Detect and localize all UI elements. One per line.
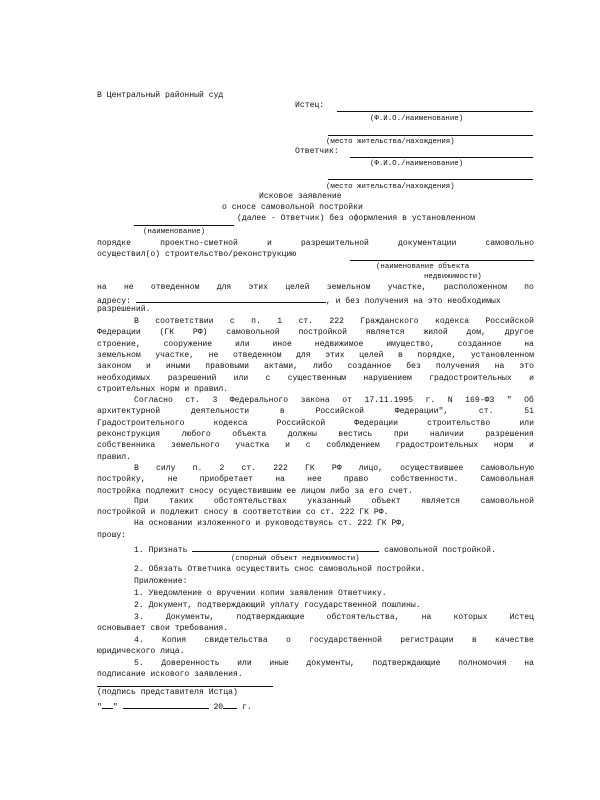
word: наличии (429, 430, 464, 439)
word: или (233, 374, 249, 383)
word: нарушением (363, 374, 412, 383)
word: и (529, 441, 534, 450)
word: собственности. (390, 475, 459, 484)
word: либо (313, 362, 333, 371)
word: Градостроительного (97, 419, 185, 428)
word: недвижимое (314, 340, 364, 349)
plaintiff-name-line (337, 111, 533, 112)
word: 2 (219, 464, 225, 473)
intro-line-2 (97, 239, 534, 250)
word: постройкой (298, 328, 348, 337)
word: на (524, 659, 534, 668)
word: объекта (232, 430, 267, 439)
object-caption-1: (наименование объекта (376, 263, 470, 271)
word: собственника (97, 441, 156, 450)
word: которых (453, 613, 488, 622)
court-name: В Центральный районный суд (97, 91, 224, 100)
attachment-2: 2. Документ, подтверждающий уплату государственной пошлины. (134, 601, 421, 610)
word: ГК (304, 464, 315, 473)
word: Федерального (229, 396, 289, 405)
word: не (167, 475, 178, 484)
attachment-5-line-1 (134, 659, 534, 670)
word: отведенном (232, 351, 282, 360)
word: Доверенность (161, 659, 220, 668)
word: созданное (347, 362, 392, 371)
word: свидетельства (204, 636, 268, 645)
word: самовольной (226, 328, 280, 337)
word: расположенном (443, 283, 507, 292)
word: самовольно (485, 239, 534, 248)
word: 17.11.1995 (364, 396, 414, 405)
word: с (305, 441, 311, 450)
para1-line-6 (97, 374, 534, 385)
word: вестись (338, 430, 373, 439)
word: обстоятельствах (213, 497, 287, 506)
word: ст. (241, 464, 257, 473)
word: архитектурной (97, 407, 161, 416)
word: необходимых (97, 374, 151, 383)
word: строительство (427, 419, 491, 428)
word: законом (97, 362, 131, 371)
word: Гражданского (360, 317, 419, 326)
word: является (421, 497, 461, 506)
word: соблюдением (326, 441, 380, 450)
word: Федерации", (394, 407, 449, 416)
word: разрешительной (300, 239, 369, 248)
para1-line-3 (97, 340, 534, 351)
para3-line-3: постройка подлежит сносу осуществившим ее лицом либо за его счет. (97, 487, 413, 496)
word: существенным (287, 374, 346, 383)
word: кодекса (435, 317, 470, 326)
word: не (208, 351, 219, 360)
para2-line-2 (97, 407, 534, 418)
word: постройку, (97, 475, 146, 484)
word: актами, (264, 362, 298, 371)
intro-line-1: (далее - Ответчик) без оформления в установленном (237, 214, 475, 223)
document-title: Исковое заявление (259, 192, 342, 201)
plaintiff-address-caption: (место жительства/нахождения) (326, 138, 455, 146)
word: подтверждающие (372, 659, 441, 668)
word: сооружение (163, 340, 213, 349)
word: ст. (185, 396, 200, 405)
intro-line-6: разрешений. (97, 305, 151, 314)
word: или (235, 340, 250, 349)
word: Истец (509, 613, 534, 622)
attachment-4-line-1 (134, 636, 534, 647)
word: по (524, 283, 534, 292)
word: участка (235, 441, 270, 450)
attachments-label: Приложение: (134, 577, 188, 586)
word: Российской (485, 317, 534, 326)
word: проектно-сметной (160, 239, 238, 248)
word: кодекса (213, 419, 248, 428)
word: 169-ФЗ (465, 396, 495, 405)
word: Российской (315, 407, 365, 416)
word: (ГК (159, 328, 175, 337)
word: 222 (273, 464, 288, 473)
request-item-2: 2. Обязать Ответчика осуществить снос самовольной постройки. (134, 565, 426, 574)
word: таких (169, 497, 194, 506)
word: и (529, 374, 534, 383)
word: о (285, 636, 291, 645)
word: не (123, 283, 134, 292)
word: документы, (306, 659, 355, 668)
word: Российской (276, 419, 326, 428)
word: N (447, 396, 453, 405)
word: В (134, 317, 139, 326)
word: дом, (466, 328, 486, 337)
word: или (519, 419, 534, 428)
word: имущество, (386, 340, 435, 349)
intro-line-3: осуществил(о) строительство/реконструкцию (97, 250, 297, 259)
word: земельного (171, 441, 220, 450)
word: государственной (309, 636, 382, 645)
word: градостроительных (429, 374, 512, 383)
word: г. (425, 396, 436, 405)
word: РФ (331, 464, 342, 473)
word: иные (269, 659, 289, 668)
para2-line-5 (97, 441, 534, 452)
object-name-line (350, 260, 534, 261)
word: на (97, 283, 107, 292)
word: силу (156, 464, 176, 473)
word: реконструкция (97, 430, 161, 439)
intro-line-5-tail: , и без получения на это необходимых (325, 297, 501, 306)
word: иными (165, 362, 191, 371)
word: осуществившее (400, 464, 464, 473)
signature-caption: (подпись представителя Истца) (97, 688, 238, 697)
para1-line-5 (97, 362, 534, 373)
word: для (216, 283, 232, 292)
word: на (421, 613, 432, 622)
word: 3 (212, 396, 218, 405)
word: иное (272, 340, 292, 349)
word: другое (504, 328, 534, 337)
word: строение, (97, 340, 141, 349)
word: это (519, 362, 534, 371)
word: 222 (329, 317, 344, 326)
word: 1 (277, 317, 283, 326)
defendant-address-caption: (место жительства/нахождения) (326, 183, 455, 191)
word: или (237, 659, 252, 668)
word: в (398, 351, 403, 360)
word: полномочия (458, 659, 507, 668)
word: от (342, 396, 352, 405)
word: приобретает (199, 475, 254, 484)
request-label: прошу: (97, 531, 127, 540)
defendant-name-caption: (Ф.И.О./наименование) (370, 160, 464, 168)
word: ст. (298, 317, 314, 326)
defendant-address-line (328, 179, 533, 180)
word: " (506, 396, 512, 405)
request-item-1-caption: (спорный объект недвижимости) (231, 555, 360, 563)
word: объект (371, 497, 401, 506)
word: подтверждающие (236, 613, 305, 622)
intro-line-4 (97, 283, 534, 294)
word: целей (359, 351, 384, 360)
para2-line-3 (97, 419, 534, 430)
address-label: адресу: (97, 297, 131, 306)
word: документации (398, 239, 457, 248)
word: норм (493, 441, 514, 450)
word: и (285, 441, 290, 450)
word: РФ) (192, 328, 208, 337)
attachment-4-line-2: юридического лица. (97, 647, 185, 656)
word: 51 (524, 407, 534, 416)
word: ст. (478, 407, 494, 416)
word: для (296, 351, 311, 360)
para2-line-1 (134, 396, 534, 407)
word: деятельности (190, 407, 250, 416)
word: качестве (495, 636, 534, 645)
para3-line-1 (134, 464, 534, 475)
word: 3. (134, 613, 144, 622)
plaintiff-label: Истец: (295, 101, 325, 110)
word: с (229, 317, 235, 326)
word: этих (325, 351, 345, 360)
word: В (134, 464, 139, 473)
word: 5. (134, 659, 144, 668)
date-line: " " 20 г. (97, 700, 252, 714)
intro-name-caption: (наименование) (143, 228, 206, 236)
year-blank (223, 700, 237, 709)
para4-line-1 (134, 497, 534, 508)
plaintiff-address-line (328, 135, 533, 136)
word: при (393, 430, 409, 439)
para4-line-2: постройкой и подлежит сносу в соответствии со ст. 222 ГК РФ. (97, 508, 389, 517)
attachment-3-line-1 (134, 613, 534, 624)
word: соответствии (155, 317, 214, 326)
word: нее (307, 475, 322, 484)
word: должны (287, 430, 317, 439)
word: порядке, (417, 351, 457, 360)
word: на (275, 475, 285, 484)
request-item-1: 1. Признать самовольной постройкой. (134, 543, 496, 557)
word: Согласно (134, 396, 173, 405)
word: этих (248, 283, 268, 292)
para1-line-2 (97, 328, 534, 339)
word: самовольную (480, 464, 534, 473)
word: участке, (387, 283, 427, 292)
para1-line-4 (97, 351, 534, 362)
word: правовыми (205, 362, 249, 371)
word: разрешения (485, 430, 534, 439)
word: без (406, 362, 421, 371)
object-caption-2: недвижимости) (424, 273, 482, 281)
word: отведенном (150, 283, 200, 292)
word: указанный (307, 497, 351, 506)
word: и (146, 362, 151, 371)
word: Об (524, 396, 534, 405)
paragraph-basis: На основании изложенного и руководствуясь ст. 222 ГК РФ, (134, 519, 406, 528)
defendant-label: Ответчик: (295, 147, 339, 156)
word: самовольной (480, 497, 534, 506)
address-blank (136, 294, 326, 303)
attachment-3-line-2: основывает свои требования. (97, 624, 229, 633)
word: п. (192, 464, 203, 473)
para1-line-1 (134, 317, 534, 328)
attachment-5-line-2: подписание искового заявления. (97, 670, 243, 679)
intro-line-5 (97, 294, 501, 308)
word: на (524, 340, 534, 349)
defendant-inline-line (134, 225, 234, 226)
word: и (266, 239, 272, 248)
word: является (365, 328, 405, 337)
defendant-name-line (350, 157, 533, 158)
day-blank (102, 700, 113, 709)
word: установленном (470, 351, 534, 360)
word: При (134, 497, 149, 506)
para3-line-2 (97, 475, 534, 486)
word: на (494, 362, 505, 371)
word: п. (251, 317, 261, 326)
word: в (471, 636, 477, 645)
attachment-1: 1. Уведомление о вручении копии заявления Ответчику. (134, 589, 387, 598)
word: право (343, 475, 369, 484)
word: Копия (161, 636, 187, 645)
word: Самовольная (480, 475, 534, 484)
word: закона (300, 396, 330, 405)
document-subtitle: о сносе самовольной постройки (222, 203, 363, 212)
word: целей (285, 283, 310, 292)
word: земельном (326, 283, 371, 292)
word: обстоятельства, (326, 613, 400, 622)
disputed-object-blank (192, 543, 379, 552)
word: градостроительных (395, 441, 479, 450)
word: участке, (155, 351, 195, 360)
month-blank (123, 700, 209, 709)
word: жилой (423, 328, 448, 337)
para1-line-7: строительных норм и правил. (97, 385, 229, 394)
word: в (279, 407, 285, 416)
word: Федерации (354, 419, 399, 428)
signature-line (97, 686, 273, 687)
word: земельном (97, 351, 141, 360)
word: созданное (457, 340, 502, 349)
word: порядке (97, 239, 131, 248)
word: Документы, (165, 613, 215, 622)
para2-line-6: правил. (97, 453, 131, 462)
word: лицо, (358, 464, 384, 473)
word: Федерации (97, 328, 141, 337)
word: с (265, 374, 271, 383)
word: регистрации (400, 636, 454, 645)
para2-line-4 (97, 430, 534, 441)
plaintiff-name-caption: (Ф.И.О./наименование) (370, 115, 464, 123)
word: разрешений (167, 374, 217, 383)
word: любого (181, 430, 211, 439)
word: получения (435, 362, 480, 371)
word: 4. (134, 636, 144, 645)
